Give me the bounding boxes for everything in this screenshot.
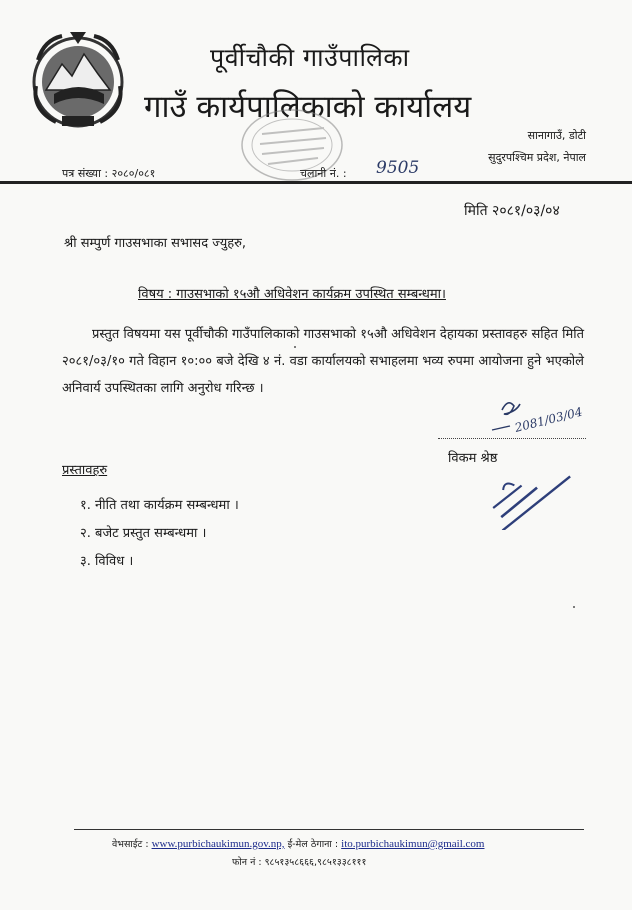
handwritten-signature: [480, 396, 590, 444]
officer-stamp: [466, 446, 592, 530]
proposal-item: २. बजेट प्रस्तुत सम्बन्धमा ।: [80, 526, 207, 541]
government-emblem: [26, 30, 130, 130]
scan-speck: [294, 346, 296, 348]
office-name: गाउँ कार्यपालिकाको कार्यालय: [144, 89, 472, 125]
footer-phone: फोन नं : ९८५१३५८६६६,९८५१३३८१११: [232, 857, 367, 868]
proposals-heading: प्रस्तावहरु: [62, 463, 108, 478]
scan-speck: [573, 606, 575, 608]
proposal-item: ३. विविध ।: [80, 554, 134, 569]
signer-name: विकम श्रेष्ठ: [448, 451, 498, 466]
letter-body: प्रस्तुत विषयमा यस पूर्वीचौकी गाउँपालिकाको गाउसभाको १५औ अधिवेशन देहायका प्रस्तावहरु सहित मिति २०८१/०३/१० गते विहान १०:०० बजे देखि ४ नं. वडा कार्यालयको सभाहलमा भव्य रुपमा आयोजना हुने भएकोले अनिवार्य उपस्थितका लागि अनुरोध गरिन्छ ।: [62, 327, 584, 396]
organization-name: पूर्वीचौकी गाउँपालिका: [210, 43, 410, 72]
header-divider: [0, 181, 632, 184]
dispatch-number: 9505: [376, 158, 420, 178]
website-link[interactable]: www.purbichaukimun.gov.np,: [151, 838, 285, 850]
footer-contact: [112, 837, 484, 850]
reference-number: पत्र संख्या : २०८०/०८१: [62, 167, 156, 180]
footer-divider: [74, 829, 584, 830]
salutation: श्री सम्पुर्ण गाउसभाका सभासद ज्युहरु,: [64, 236, 247, 251]
website-label: वेभसाईट :: [112, 839, 149, 850]
address-line-1: सानागाउँ, डोटी: [527, 129, 586, 142]
email-link[interactable]: ito.purbichaukimun@gmail.com: [341, 838, 485, 850]
svg-text:2081/03/04: 2081/03/04: [513, 404, 584, 435]
address-line-2: सुदुरपश्चिम प्रदेश, नेपाल: [488, 151, 586, 164]
email-label: ई-मेल ठेगाना :: [287, 839, 339, 850]
proposal-item: १. नीति तथा कार्यक्रम सम्बन्धमा ।: [80, 498, 239, 513]
signature-line: [438, 438, 586, 439]
letter-date: मिति २०८१/०३/०४: [464, 203, 560, 219]
subject-line: विषय : गाउसभाको १५औ अधिवेशन कार्यक्रम उपस्थित सम्बन्धमा।: [138, 287, 446, 302]
dispatch-label: चलानी नं. :: [300, 167, 347, 180]
